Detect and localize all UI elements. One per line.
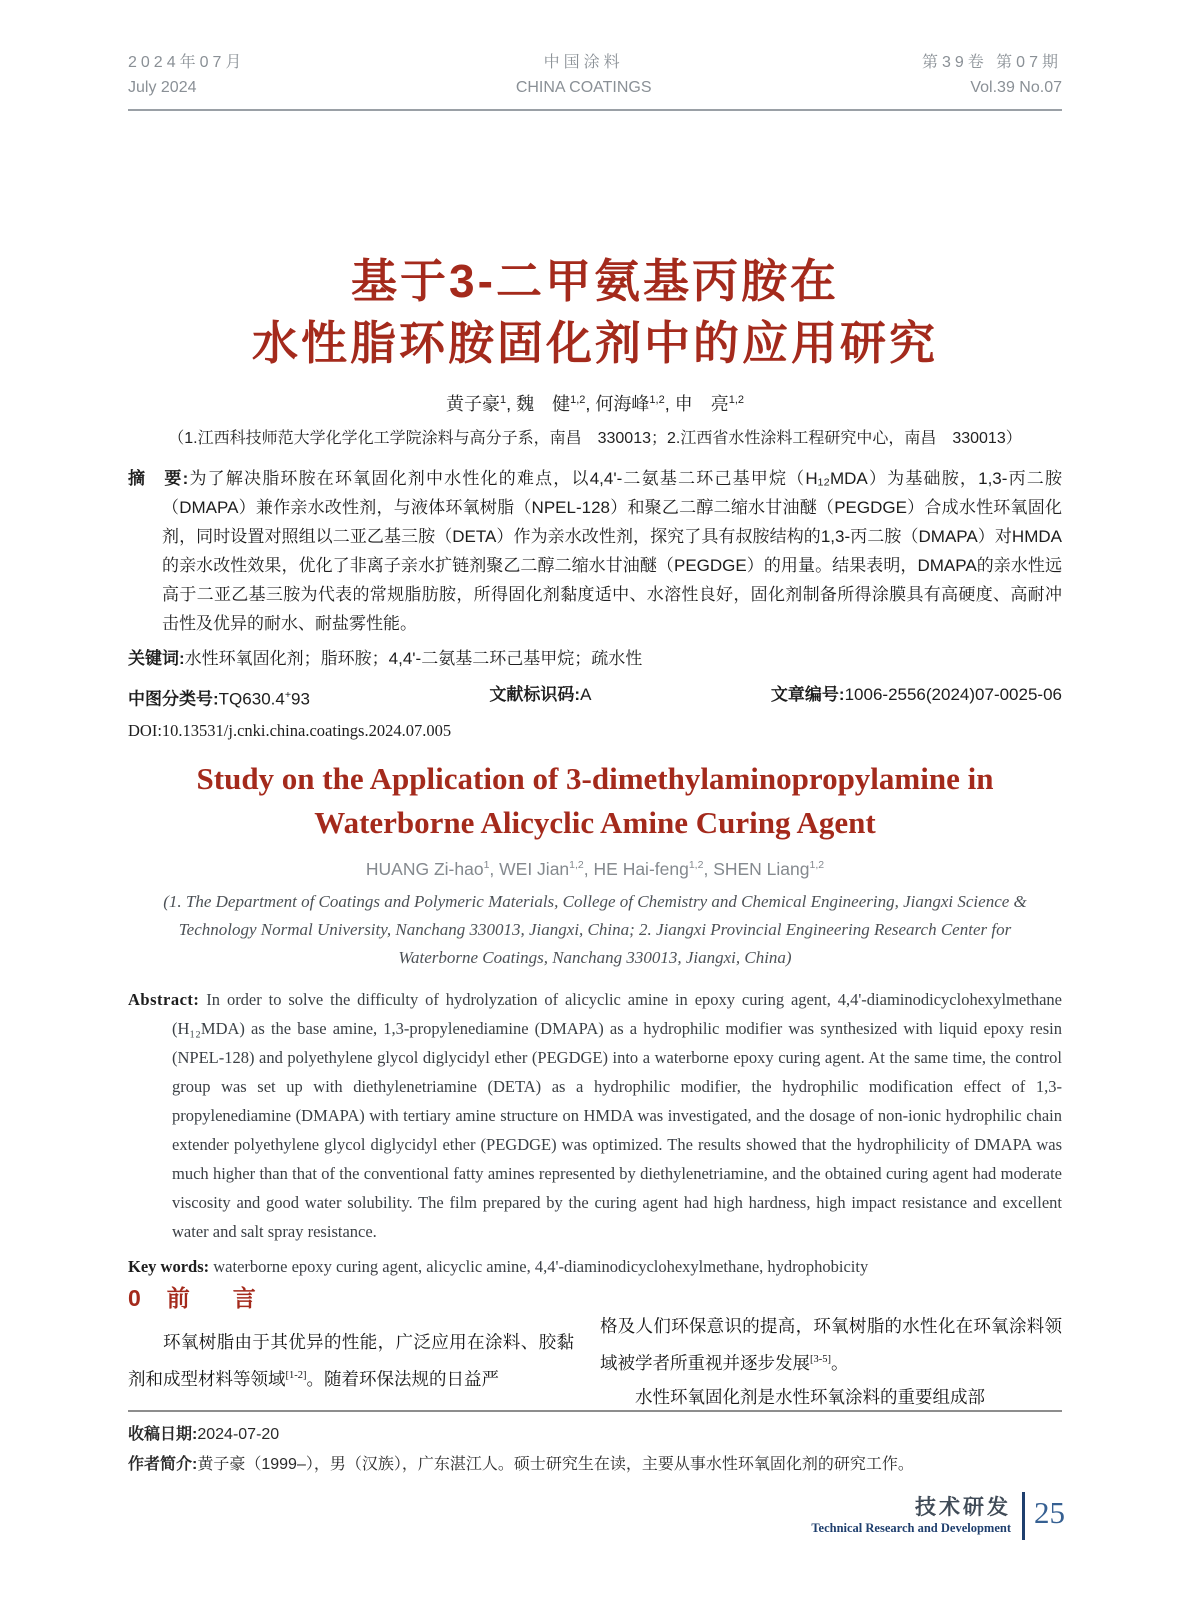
article-title-en-line1: Study on the Application of 3-dimethylaminopropylamine in bbox=[196, 761, 994, 796]
citation-sup: [3-5] bbox=[810, 1354, 831, 1365]
author-affil-sup: 1,2 bbox=[570, 394, 586, 406]
journal-name-en: CHINA COATINGS bbox=[515, 79, 652, 96]
author-affil-sup: 1 bbox=[483, 859, 490, 872]
author-en: HUANG Zi-hao$^1$, bbox=[365, 859, 500, 879]
abstract-cn bbox=[128, 464, 1062, 638]
intro-right-paragraph-2: 水性环氧固化剂是水性环氧涂料的重要组成部 bbox=[635, 1386, 985, 1407]
english-front-matter bbox=[128, 757, 1062, 1281]
intro-right-column bbox=[600, 1283, 1062, 1414]
author-cn: 魏 健$^{1,2}$, bbox=[516, 394, 596, 414]
article-title-cn-line2: 水性脂环胺固化剂中的应用研究 bbox=[252, 317, 938, 369]
author-affil-sup: 1,2 bbox=[649, 394, 665, 406]
header-issue-cn: 第39卷 第07期 bbox=[921, 54, 1062, 71]
author-en: HE Hai-feng$^{1,2}$, bbox=[593, 859, 714, 879]
clc-field: 中图分类号:TQ630.4+93 bbox=[128, 689, 310, 709]
abstract-cn-label: 摘 要: bbox=[128, 469, 189, 488]
citation-sup: [1-2] bbox=[285, 1370, 307, 1381]
header-issue bbox=[922, 50, 1062, 100]
section-heading bbox=[128, 1283, 574, 1313]
introduction-section bbox=[128, 1283, 1062, 1414]
doi: DOI:10.13531/j.cnki.china.coatings.2024.07.005 bbox=[128, 720, 452, 740]
author-en: WEI Jian$^{1,2}$, bbox=[499, 859, 594, 879]
article-id-field: 文章编号:1006-2556(2024)07-0025-06 bbox=[770, 685, 1062, 704]
author-affil-sup: 1,2 bbox=[688, 859, 704, 872]
affiliation-cn: （1.江西科技师范大学化学化工学院涂料与高分子系，南昌 330013；2.江西省水性涂料工程研究中心，南昌 330013） bbox=[168, 430, 1022, 447]
chinese-front-matter bbox=[128, 250, 1062, 741]
section-number: 0 bbox=[128, 1285, 141, 1311]
keywords-en-text: waterborne epoxy curing agent, alicyclic amine, 4,4'-diaminodicyclohexylmethane, hydrophobicity bbox=[209, 1257, 869, 1276]
page-number: 25 bbox=[1034, 1495, 1065, 1530]
footer-section-en: Technical Research and Development bbox=[811, 1520, 1011, 1535]
page-footer bbox=[811, 1492, 1065, 1540]
received-date: 收稿日期:2024-07-20 bbox=[128, 1426, 280, 1443]
header-date bbox=[128, 50, 245, 100]
keywords-cn bbox=[128, 644, 1062, 673]
footer-divider bbox=[1022, 1492, 1025, 1540]
author-affil-sup: 1 bbox=[499, 394, 507, 406]
header-date-cn: 2024年07月 bbox=[128, 54, 246, 71]
article-title-cn bbox=[128, 250, 1062, 374]
abstract-en-label: Abstract: bbox=[128, 990, 200, 1009]
intro-left-paragraph: 环氧树脂由于其优异的性能，广泛应用在涂料、胶黏剂和成型材料等领域[1-2]。随着环保法规的日益严 bbox=[128, 1332, 574, 1389]
header-issue-en: Vol.39 No.07 bbox=[970, 79, 1062, 96]
intro-right-paragraph-1: 格及人们环保意识的提高，环氧树脂的水性化在环氧涂料领域被学者所重视并逐步发展[3-5]。 bbox=[600, 1316, 1062, 1373]
article-title-en bbox=[128, 757, 1062, 845]
intro-left-column bbox=[128, 1283, 574, 1414]
author-en: SHEN Liang$^{1,2}$ bbox=[713, 859, 825, 879]
clc-superscript: + bbox=[284, 689, 291, 701]
footnote-block bbox=[128, 1410, 1062, 1480]
author-affil-sup: 1,2 bbox=[728, 394, 745, 406]
author-cn: 何海峰$^{1,2}$, bbox=[595, 394, 675, 414]
footer-section-cn: 技术研发 bbox=[915, 1495, 1011, 1519]
author-affil-sup: 1,2 bbox=[569, 859, 584, 872]
author-cn: 申 亮$^{1,2}$ bbox=[674, 394, 745, 414]
author-affil-sup: 1,2 bbox=[809, 859, 825, 872]
authors-cn bbox=[128, 390, 1062, 416]
author-bio: 作者简介:黄子豪（1999–），男（汉族），广东湛江人。硕士研究生在读，主要从事水性环氧固化剂的研究工作。 bbox=[128, 1456, 914, 1473]
footer-section-label bbox=[811, 1496, 1011, 1537]
section-title: 前 言 bbox=[166, 1285, 266, 1311]
header-journal bbox=[516, 50, 652, 100]
journal-header bbox=[128, 50, 1062, 111]
journal-name-cn: 中国涂料 bbox=[543, 54, 624, 71]
keywords-en-label: Key words: bbox=[128, 1257, 210, 1276]
abstract-cn-text: 为了解决脂环胺在环氧固化剂中水性化的难点，以4,4'-二氨基二环己基甲烷（H₁₂MDA）为基础胺，1,3-丙二胺（DMAPA）兼作亲水改性剂，与液体环氧树脂（NPEL-128）和聚乙二醇二缩水甘油醚（PEGDGE）合成水性环氧固化剂，同时设置对照组以二亚乙基三胺（DETA）作为亲水改性剂，探究了具有叔胺结构的1,3-丙二胺（DMAPA）对HMDA的亲水改性效果，优化了非离子亲水扩链剂聚乙二醇二缩水甘油醚（PEGDGE）的用量。结果表明，DMAPA的亲水性远高于二亚乙基三胺为代表的常规脂肪胺，所得固化剂黏度适中、水溶性良好，固化剂制备所得涂膜具有高硬度、高耐冲击性及优异的耐水、耐盐雾性能。 bbox=[162, 469, 1062, 633]
classification-row bbox=[128, 681, 1062, 714]
doc-code-field: 文献标识码:A bbox=[489, 685, 592, 704]
authors-en bbox=[128, 859, 1062, 880]
article-title-cn-line1: 基于3-二甲氨基丙胺在 bbox=[351, 255, 839, 307]
abstract-en bbox=[128, 985, 1062, 1246]
affiliation-en: (1. The Department of Coatings and Polymeric Materials, College of Chemistry and Chemical Engineering, Jiangxi Science & Technology Normal University, Nanchang 330013, Jiangxi, China; 2. Jiangxi Provincial Engineering Research Center for Waterborne Coatings, Nanchang 330013, Jiangxi, China) bbox=[163, 892, 1027, 967]
author-cn: 黄子豪$^1$, bbox=[445, 394, 517, 414]
keywords-cn-text: 水性环氧固化剂；脂环胺；4,4'-二氨基二环己基甲烷；疏水性 bbox=[184, 649, 643, 668]
header-date-en: July 2024 bbox=[128, 79, 197, 96]
article-title-en-line2: Waterborne Alicyclic Amine Curing Agent bbox=[314, 805, 876, 840]
abstract-en-text: In order to solve the difficulty of hydrolyzation of alicyclic amine in epoxy curing agent, 4,4'-diaminodicyclohexylmethane (H₁₂MDA) as the base amine, 1,3-propylenediamine (DMAPA) as a hydrophilic modifier was synthesized with liquid epoxy resin (NPEL-128) and polyethylene glycol diglycidyl ether (PEGDGE) into a waterborne epoxy curing agent. At the same time, the control group was set up with diethylenetriamine (DETA) as a hydrophilic modifier, the hydrophilic modification effect of 1,3-propylenediamine (DMAPA) with tertiary amine structure on HMDA was investigated, and the dosage of non-ionic hydrophilic chain extender polyethylene glycol diglycidyl ether (PEGDGE) was optimized. The results showed that the hydrophilicity of DMAPA was much higher than that of the conventional fatty amines represented by diethylenetriamine, and the obtained curing agent had moderate viscosity and good water solubility. The film prepared by the curing agent had high hardness, high impact resistance and excellent water and salt spray resistance. bbox=[172, 990, 1062, 1241]
keywords-cn-label: 关键词: bbox=[128, 649, 185, 668]
keywords-en bbox=[128, 1252, 1062, 1281]
